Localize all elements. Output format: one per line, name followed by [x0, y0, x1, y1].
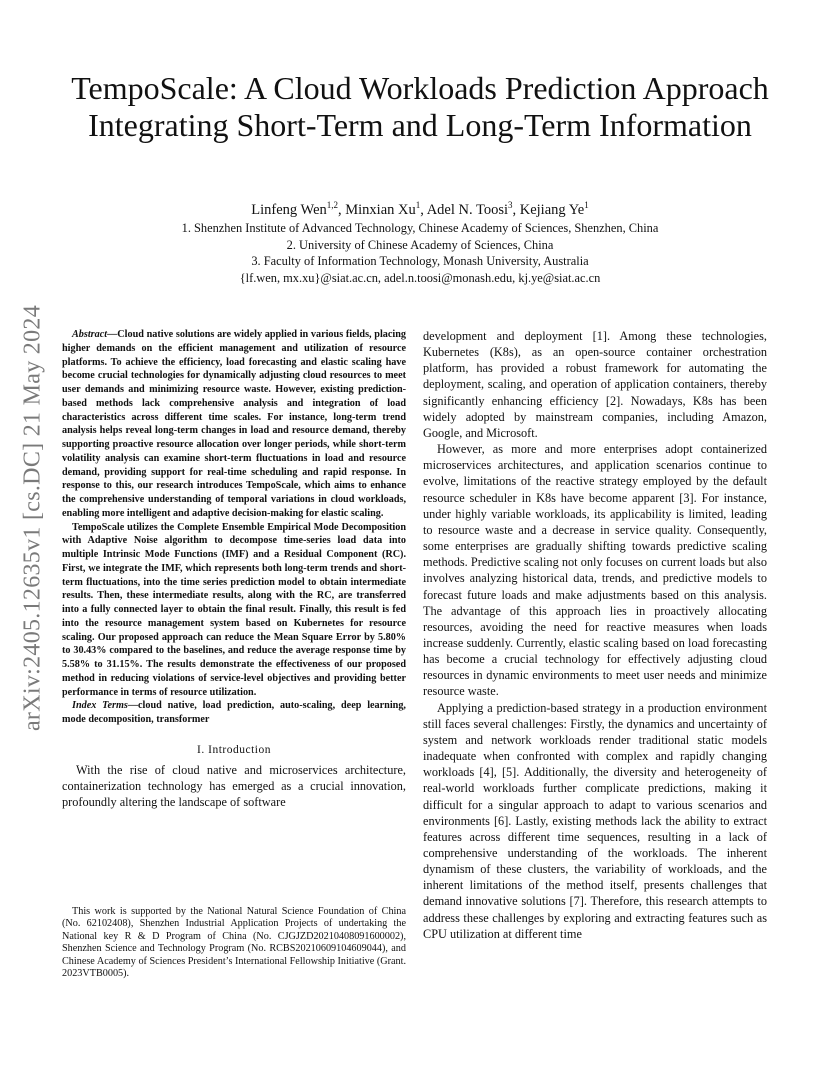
body-paragraph: development and deployment [1]. Among these technologies, Kubernetes (K8s), as an open-source container orchestration platform, has provided a robust framework for automating the deployment, scaling, and operation of application containers, thereby significantly enhancing efficiency [2]. Nowadays, K8s has been widely adopted by mainstream companies, including Amazon, Google, and Microsoft. — [423, 329, 767, 440]
body-paragraph: With the rise of cloud native and microservices architecture, containerization technology has emerged as a crucial innovation, profoundly altering the landscape of software — [62, 762, 406, 810]
index-terms-text: cloud native, load prediction, auto-scaling, deep learning, mode decomposition, transformer — [62, 700, 406, 725]
funding-footnote: This work is supported by the National Natural Science Foundation of China (No. 62102408), Shenzhen Industrial Application Projects of undertaking the National key R & D Program of China (No. CJGJZD20210408091600002), Shenzhen Science and Technology Program (No. RCBS20210609104609044), and Chinese Academy of Sciences President’s International Fellowship Initiative (Grant. 2023VTB0005). — [62, 906, 406, 980]
author-name: Minxian Xu — [345, 202, 416, 218]
abstract-label: Abstract — [72, 329, 108, 340]
author-affiliation-mark: 1 — [584, 200, 589, 211]
body-paragraph: However, as more and more enterprises adopt containerized microservices architectures, and application scenarios continue to evolve, limitations of the reactive strategy employed by the default resource scheduler in K8s have become apparent [3]. For instance, under highly variable workloads, its applicability is limited, leading to resource waste and a decrease in service quality. Consequently, some enterprises are gradually shifting towards predictive scaling methods. Predictive scaling not only focuses on current loads but also involves analyzing historical data, trends, and predictive models to forecast future loads and make adjustments based on this analysis. The advantage of this approach lies in proactively allocating resources, avoiding the need for reactive measures when loads increase suddenly. Currently, elastic scaling based on load forecasting has become a crucial technology for effectively adjusting cloud resources in dynamic environments to meet user needs and minimize resource waste. — [423, 442, 767, 699]
arxiv-identifier: arXiv:2405.12635v1 [cs.DC] 21 May 2024 — [19, 304, 46, 732]
affiliation-line: 2. University of Chinese Academy of Sciences, China — [286, 237, 554, 252]
abstract-text: Cloud native solutions are widely applied in various fields, placing higher demands on the efficient management and utilization of resource platforms. To achieve the efficiency, load forecasting and elastic scaling have become crucial technologies for dynamically adjusting cloud resources to meet user demands and minimizing resource waste. However, existing prediction-based methods lack comprehensive analysis and integration of load characteristics across different time scales. For instance, long-term trend analysis helps reveal long-term changes in load and resource demand, thereby supporting proactive resource allocation over longer periods, while short-term volatility analysis can examine short-term fluctuations in load and resource demand, providing support for real-time scheduling and rapid response. In response to this, our research introduces TempoScale, which aims to enhance the comprehensive understanding of temporal variations in cloud workloads, enabling more intelligent and adaptive decision-making for elastic scaling. — [62, 329, 406, 519]
author-affiliation-mark: 1 — [415, 200, 421, 211]
affiliation-line: 1. Shenzhen Institute of Advanced Technology, Chinese Academy of Sciences, Shenzhen, China — [181, 221, 659, 235]
author-affiliation-mark: 3 — [508, 200, 513, 211]
index-terms-label: Index Terms — [72, 700, 128, 712]
paper-title: TempoScale: A Cloud Workloads Prediction Approach Integrating Short-Term and Long-Term Information — [71, 70, 769, 143]
right-column — [423, 328, 767, 942]
author-affiliation-mark: 1,2 — [326, 200, 339, 211]
author-name: Adel N. Toosi — [426, 202, 508, 218]
author-block — [80, 201, 760, 286]
author-name: Linfeng Wen — [251, 202, 327, 218]
affiliation-line: 3. Faculty of Information Technology, Monash University, Australia — [251, 254, 589, 268]
author-emails: {lf.wen, mx.xu}@siat.ac.cn, adel.n.toosi@monash.edu, kj.ye@siat.ac.cn — [239, 270, 601, 285]
abstract-paragraph: Abstract—Cloud native solutions are widely applied in various fields, placing higher demands on the efficient management and utilization of resource platforms. To achieve the efficiency, load forecasting and elastic scaling have become crucial technologies for dynamically adjusting cloud resources to meet user demands and minimizing resource waste. However, existing prediction-based methods lack comprehensive analysis and integration of load characteristics across different time scales. For instance, long-term trend analysis helps reveal long-term changes in load and resource demand, thereby supporting proactive resource allocation over longer periods, while short-term volatility analysis can examine short-term fluctuations in load and resource demand, providing support for real-time scheduling and rapid response. In response to this, our research introduces TempoScale, which aims to enhance the comprehensive understanding of temporal variations in cloud workloads, enabling more intelligent and adaptive decision-making for elastic scaling. — [62, 329, 406, 519]
section-heading: I. Introduction — [197, 743, 271, 756]
arxiv-stamp — [20, 278, 46, 758]
author-name: Kejiang Ye — [519, 202, 585, 218]
body-paragraph: Applying a prediction-based strategy in a production environment still faces several challenges: Firstly, the dynamics and uncertainty of system and network workloads render traditional static models inadequate when confronted with complex and rapidly changing workloads [4], [5]. Additionally, the diversity and heterogeneity of real-world workloads further complicate predictions, making it difficult for a singular approach to adapt to various scenarios and environments [6]. Lastly, existing methods lack the ability to extract features across different time sequences, resulting in a lack of comprehensive understanding of the workloads. The inherent dynamism of these clusters, the variability of workloads, and the inherent limitations of the method itself, presents challenges that demand innovative solutions [7]. Therefore, this research attempts to address these challenges by exploring and extracting features such as CPU utilization at different time — [423, 700, 767, 941]
index-terms: Index Terms—cloud native, load prediction, auto-scaling, deep learning, mode decomposition, transformer — [62, 700, 406, 725]
left-column — [62, 328, 406, 810]
author-names: Linfeng Wen$^{1,2}$, Minxian Xu$^1$, Adel N. Toosi$^3$, Kejiang Ye$^1$ — [251, 200, 589, 218]
abstract-text: TempoScale utilizes the Complete Ensemble Empirical Mode Decomposition with Adaptive Noise algorithm to decompose time-series load data into multiple Intrinsic Mode Functions (IMF) and a Residual Component (RC). First, we integrate the IMF, which represents both long-term trends and short-term fluctuations, into the time series prediction model to obtain intermediate results. Then, these intermediate results, along with the RC, are transferred into a fully connected layer to obtain the final result. Finally, this result is fed into the resource management system based on Kubernetes for resource scaling. Our proposed approach can reduce the Mean Square Error by 5.80% to 30.43% compared to the baselines, and reduce the average response time by 5.58% to 31.15%. The results demonstrate the effectiveness of our proposed method in reducing violations of service-level objectives and providing better performance in terms of resource utilization. — [62, 521, 406, 698]
abstract-paragraph — [62, 521, 406, 700]
